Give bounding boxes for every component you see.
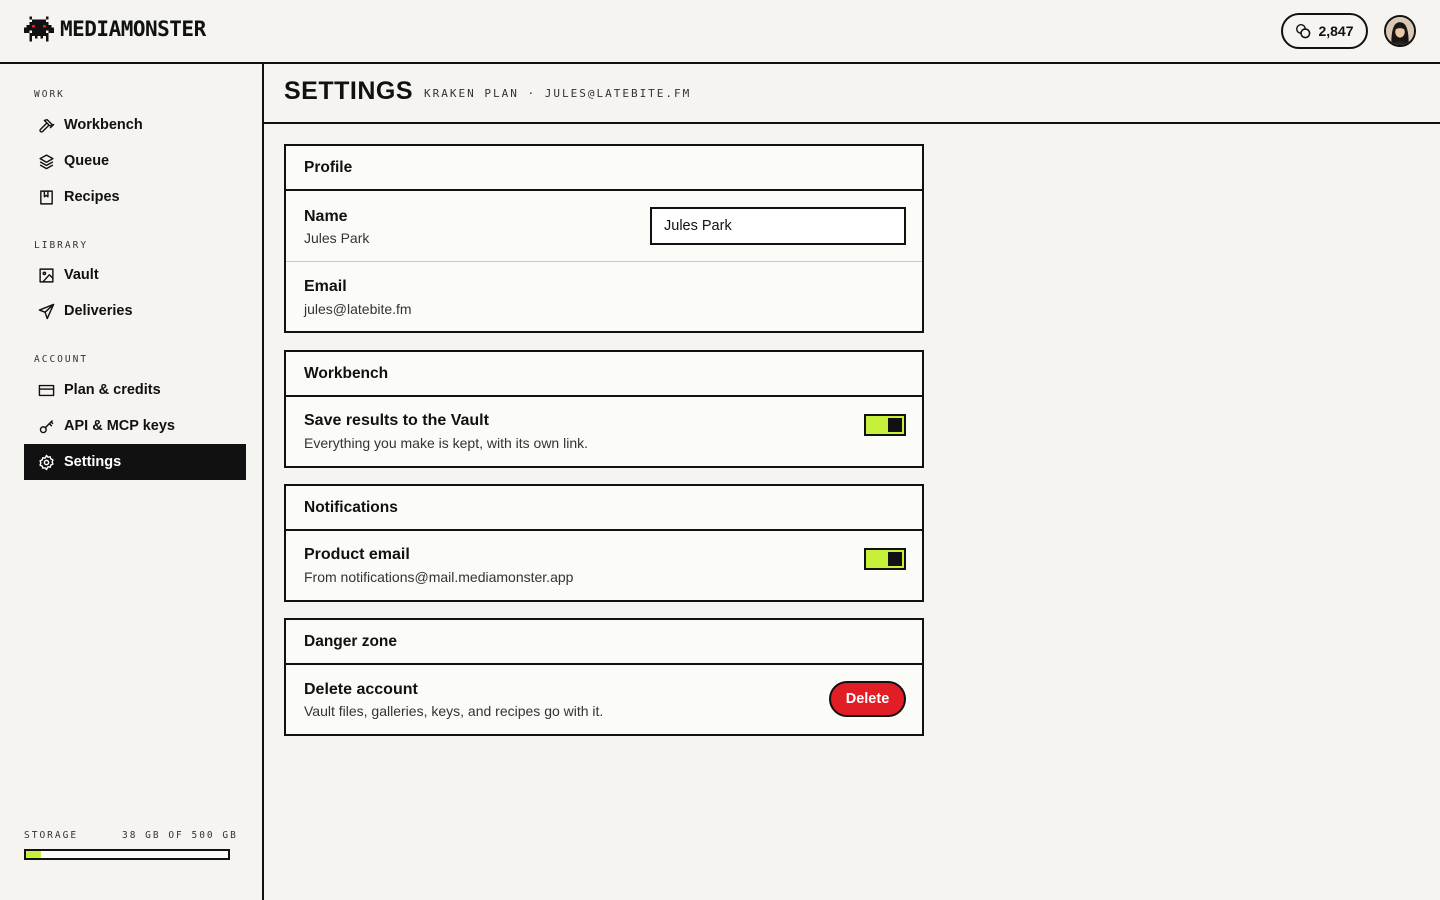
toggle-knob (888, 418, 902, 432)
app-name: MEDIAMONSTER (60, 17, 206, 41)
save-vault-description: Everything you make is kept, with its own link. (304, 435, 589, 451)
page-header (264, 64, 1440, 124)
section-label-account: ACCOUNT (34, 354, 89, 365)
page-title: SETTINGS (284, 77, 414, 105)
sidebar-item-label: Deliveries (64, 303, 133, 319)
product-email-toggle[interactable] (864, 548, 906, 570)
monster-logo-icon (24, 14, 54, 44)
app-logo[interactable] (24, 13, 206, 45)
section-label-library: LIBRARY (34, 240, 89, 251)
product-email-title: Product email (304, 546, 410, 563)
layers-icon (37, 152, 55, 170)
image-icon (37, 266, 55, 284)
delete-account-row (286, 665, 922, 734)
top-bar (0, 0, 1440, 64)
email-row (286, 262, 922, 331)
save-vault-toggle[interactable] (864, 414, 906, 436)
avatar[interactable] (1384, 15, 1416, 47)
workbench-card (284, 350, 924, 468)
sidebar-item-label: API & MCP keys (64, 418, 175, 434)
sidebar-item-plan-credits[interactable] (24, 372, 246, 408)
email-value: jules@latebite.fm (304, 301, 412, 317)
notifications-card-heading: Notifications (286, 486, 922, 531)
delete-account-title: Delete account (304, 681, 418, 698)
email-label: Email (304, 278, 347, 295)
notifications-card (284, 484, 924, 602)
profile-card-heading: Profile (286, 146, 922, 191)
page-subtitle: KRAKEN PLAN · JULES@LATEBITE.FM (424, 87, 692, 100)
storage-label: STORAGE (24, 830, 79, 841)
save-vault-title: Save results to the Vault (304, 412, 489, 429)
toggle-knob (888, 552, 902, 566)
key-icon (37, 417, 55, 435)
workbench-card-heading: Workbench (286, 352, 922, 397)
danger-zone-card (284, 618, 924, 736)
sidebar-item-queue[interactable] (24, 143, 246, 179)
delete-account-button[interactable]: Delete (829, 681, 906, 717)
sidebar-item-api-keys[interactable] (24, 408, 246, 444)
section-label-work: WORK (34, 89, 65, 100)
credits-count: 2,847 (1318, 23, 1354, 39)
danger-zone-heading: Danger zone (286, 620, 922, 665)
delete-account-description: Vault files, galleries, keys, and recipes go with it. (304, 703, 604, 719)
name-input[interactable] (650, 207, 906, 245)
name-row (286, 191, 922, 262)
sidebar (0, 64, 264, 900)
gear-icon (37, 453, 55, 471)
sidebar-item-label: Settings (64, 454, 122, 470)
sidebar-item-label: Vault (64, 267, 99, 283)
sidebar-item-workbench[interactable] (24, 107, 246, 143)
book-icon (37, 188, 55, 206)
sidebar-item-deliveries[interactable] (24, 293, 246, 329)
hammer-icon (37, 116, 55, 134)
credits-button[interactable] (1281, 13, 1368, 49)
sidebar-item-label: Plan & credits (64, 382, 161, 398)
storage-progress-fill (26, 851, 41, 858)
coins-icon (1295, 23, 1311, 39)
card-icon (37, 381, 55, 399)
product-email-description: From notifications@mail.mediamonster.app (304, 569, 574, 585)
product-email-row (286, 531, 922, 600)
sidebar-item-label: Recipes (64, 189, 120, 205)
storage-value: 38 GB OF 500 GB (122, 830, 238, 841)
sidebar-item-settings[interactable] (24, 444, 246, 480)
save-vault-row (286, 397, 922, 466)
sidebar-item-recipes[interactable] (24, 179, 246, 215)
name-label: Name (304, 208, 348, 225)
sidebar-item-label: Queue (64, 153, 110, 169)
profile-card (284, 144, 924, 333)
storage-progress-bar (24, 849, 230, 860)
sidebar-item-vault[interactable] (24, 257, 246, 293)
name-value: Jules Park (304, 230, 370, 246)
sidebar-item-label: Workbench (64, 117, 143, 133)
send-icon (37, 302, 55, 320)
avatar-image (1386, 17, 1414, 45)
